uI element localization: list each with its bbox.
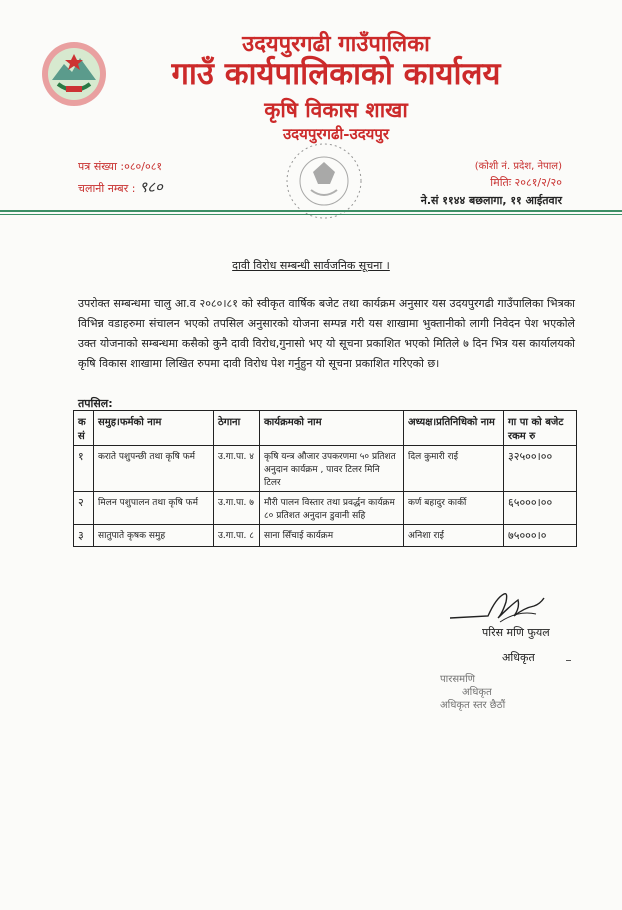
notice-body: उपरोक्त सम्बन्धमा चालु आ.व २०८०।८१ को स्वीकृत वार्षिक बजेट तथा कार्यक्रम अनुसार यस उदयपुरगढी गाउँपालिका भित्रका विभिन्न वडाहरुमा संचालन भएको तपसिल अनुसारको योजना सम्पन्न गरी यस शाखामा भुक्तानीको लागी निवेदन पेश भएकोले उक्त योजनाको सम्बन्धमा कसैको कुनै दावी विरोध,गुनासो भए यो सूचना प्रकाशित भएको मितिले ७ दिन भित्र यस कार्यालयको कृषि विकास शाखामा लिखित रुपमा दावी विरोध पेश गर्नुहुन यो सूचना प्रकाशित गरिएको छ। [78, 297, 575, 370]
table-row [74, 492, 577, 525]
cell-address: उ.गा.पा. ८ [214, 525, 260, 547]
branch-name: कृषि विकास शाखा [264, 97, 408, 122]
signatory-title: अधिकृत [502, 651, 535, 664]
header-serial: क सं [74, 411, 94, 446]
header-program-name: कार्यक्रमको नाम [260, 411, 404, 446]
cell-address: उ.गा.पा. ७ [214, 492, 260, 525]
nepal-emblem-icon [40, 40, 108, 108]
header-chairperson: अध्यक्ष।प्रतिनिधिको नाम [404, 411, 504, 446]
dispatch-number [78, 177, 163, 197]
stamp-line: अधिकृत स्तर छैठौं [440, 700, 506, 711]
table-header-row [74, 411, 577, 446]
margin-mark [566, 660, 571, 661]
schedule-label: तपसिल: [78, 397, 113, 410]
cell-budget: ७५०००।० [504, 525, 577, 547]
cell-budget: ३२५००।०० [504, 446, 577, 492]
header-divider-thin [0, 214, 622, 215]
cell-serial: २ [74, 492, 94, 525]
dispatch-value: ९८० [139, 178, 163, 196]
cell-chairperson: कर्ण बहादुर कार्की [404, 492, 504, 525]
stamp-line: अधिकृत [462, 687, 492, 698]
cell-program-name: मौरी पालन विस्तार तथा प्रवर्द्धन कार्यक्रम ८० प्रतिशत अनुदान डुवानी सहि [260, 492, 404, 525]
stamp-line: पारसमणि [440, 674, 475, 685]
dispatch-label: चलानी नम्बर : [78, 182, 136, 195]
letter-date: मितिः २०८१/२/२० [490, 176, 562, 189]
nepal-sambat-date: ने.सं ११४४ बछलागा, ११ आईतवार [420, 194, 562, 207]
cell-serial: ३ [74, 525, 94, 547]
reference-number: पत्र संख्या :०८०/०८१ [78, 160, 163, 173]
cell-serial: १ [74, 446, 94, 492]
cell-program-name: साना सिँचाई कार्यक्रम [260, 525, 404, 547]
cell-address: उ.गा.पा. ४ [214, 446, 260, 492]
cell-chairperson: अनिशा राई [404, 525, 504, 547]
office-name: गाउँ कार्यपालिकाको कार्यालय [171, 56, 501, 92]
header-address: ठेगाना [214, 411, 260, 446]
province-label: (कोशी नं. प्रदेश, नेपाल) [474, 161, 562, 172]
signatory-name: परिस मणि फुयल [482, 626, 550, 639]
municipality-name: उदयपुरगढी गाउँपालिका [242, 31, 430, 57]
office-address: उदयपुरगढी-उदयपुर [282, 125, 390, 143]
cell-budget: ६५०००।०० [504, 492, 577, 525]
cell-group-name: सातुपाते कृषक समुह [94, 525, 214, 547]
cell-program-name: कृषि यन्त्र औजार उपकरणमा ५० प्रतिशत अनुदान कार्यक्रम , पावर टिलर मिनि टिलर [260, 446, 404, 492]
header-budget: गा पा को बजेट रकम रु [504, 411, 577, 446]
schedule-table [73, 410, 577, 547]
cell-group-name: मिलन पशुपालन तथा कृषि फर्म [94, 492, 214, 525]
notice-title: दावी विरोध सम्बन्धी सार्वजनिक सूचना । [232, 259, 390, 272]
official-stamp [440, 673, 505, 712]
header-group-name: समुह।फर्मको नाम [94, 411, 214, 446]
signature-icon [448, 588, 553, 626]
table-row [74, 446, 577, 492]
table-row [74, 525, 577, 547]
cell-chairperson: दिल कुमारी राई [404, 446, 504, 492]
cell-group-name: कराते पशुपन्छी तथा कृषि फर्म [94, 446, 214, 492]
header-divider [0, 210, 622, 212]
